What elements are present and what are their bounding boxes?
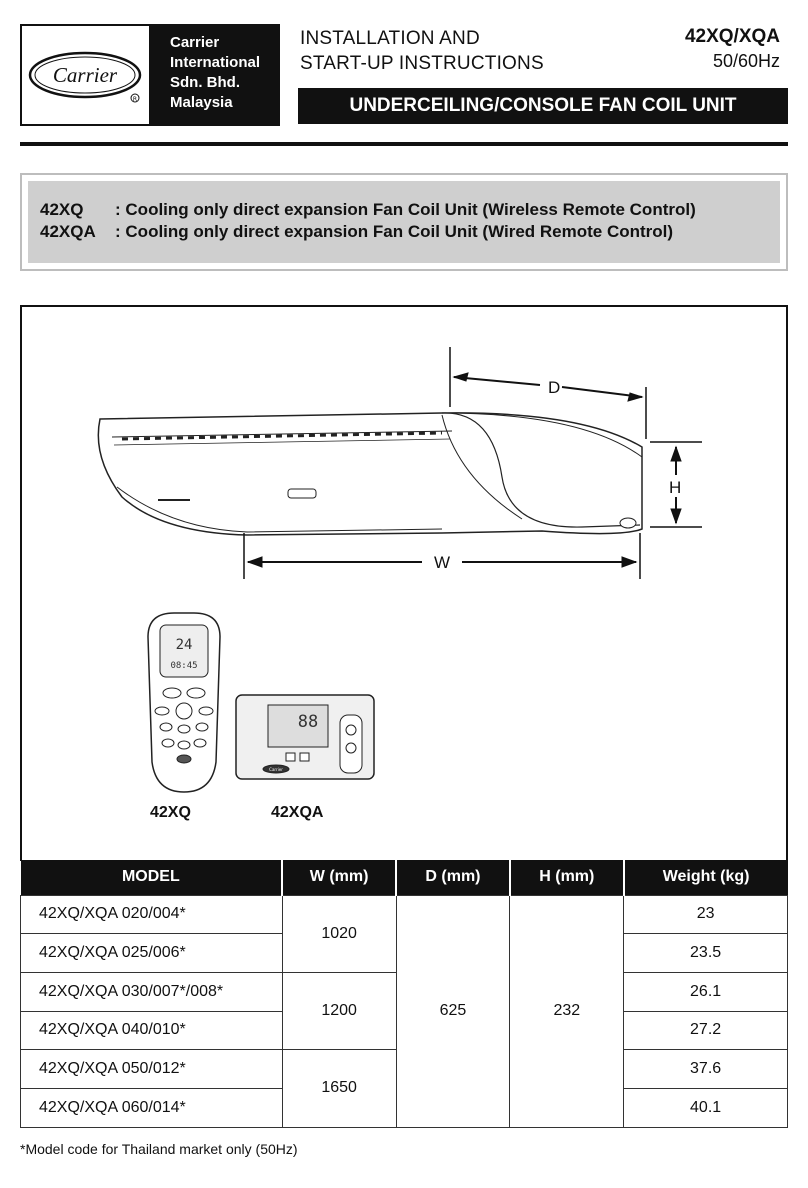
model-code: 42XQ/XQA	[684, 26, 780, 47]
width-cell: 1200	[282, 972, 396, 1049]
description-panel	[20, 173, 788, 271]
column-header: D (mm)	[396, 860, 510, 895]
table-header-row	[21, 860, 788, 895]
wired-remote-illustration	[236, 695, 374, 779]
remote-label-42xq: 42XQ	[150, 804, 191, 821]
company-line: Malaysia	[170, 94, 233, 111]
weight-cell: 27.2	[624, 1011, 788, 1050]
company-logo-box	[20, 24, 280, 126]
height-cell: 232	[510, 895, 624, 1127]
width-label: W	[434, 553, 451, 572]
company-line: Sdn. Bhd.	[170, 74, 240, 91]
wired-brand: Carrier	[269, 767, 283, 772]
divider	[20, 142, 788, 146]
column-header: MODEL	[21, 860, 283, 895]
weight-cell: 23	[624, 895, 788, 934]
company-line: International	[170, 54, 261, 71]
table-row	[21, 895, 788, 934]
wireless-temp-readout: 24	[175, 637, 193, 653]
model-cell: 42XQ/XQA 060/014*	[21, 1088, 283, 1127]
svg-text:R: R	[132, 96, 138, 103]
description-row: 42XQA : Cooling only direct expansion Fan Coil Unit (Wired Remote Control)	[40, 222, 674, 241]
frequency: 50/60Hz	[712, 51, 780, 71]
model-cell: 42XQ/XQA 040/010*	[21, 1011, 283, 1050]
wired-readout: 88	[297, 712, 319, 732]
weight-cell: 40.1	[624, 1088, 788, 1127]
footnote: *Model code for Thailand market only (50Hz)	[20, 1141, 298, 1157]
company-line: Carrier	[170, 34, 220, 51]
subtitle-bar: UNDERCEILING/CONSOLE FAN COIL UNIT	[298, 88, 788, 124]
column-header: W (mm)	[282, 860, 396, 895]
wireless-remote-illustration	[148, 613, 220, 792]
weight-cell: 23.5	[624, 934, 788, 973]
description-row: 42XQ : Cooling only direct expansion Fan Coil Unit (Wireless Remote Control)	[40, 200, 696, 219]
depth-cell: 625	[396, 895, 510, 1127]
width-cell: 1650	[282, 1050, 396, 1127]
fan-coil-unit-illustration	[98, 413, 642, 535]
width-cell: 1020	[282, 895, 396, 972]
weight-cell: 26.1	[624, 972, 788, 1011]
carrier-logo	[22, 26, 149, 124]
column-header: H (mm)	[510, 860, 624, 895]
model-cell: 42XQ/XQA 030/007*/008*	[21, 972, 283, 1011]
depth-label: D	[548, 378, 561, 397]
model-cell: 42XQ/XQA 050/012*	[21, 1050, 283, 1089]
model-cell: 42XQ/XQA 020/004*	[21, 895, 283, 934]
model-cell: 42XQ/XQA 025/006*	[21, 934, 283, 973]
company-name	[149, 25, 280, 125]
specification-table	[20, 860, 788, 1128]
logo-text: Carrier	[52, 63, 118, 87]
wireless-time-readout: 08:45	[170, 661, 198, 671]
product-figure	[20, 305, 788, 861]
remote-label-42xqa: 42XQA	[271, 804, 324, 821]
height-label: H	[669, 478, 682, 497]
weight-cell: 37.6	[624, 1050, 788, 1089]
document-title: INSTALLATION AND START-UP INSTRUCTIONS	[300, 28, 544, 74]
column-header: Weight (kg)	[624, 860, 788, 895]
